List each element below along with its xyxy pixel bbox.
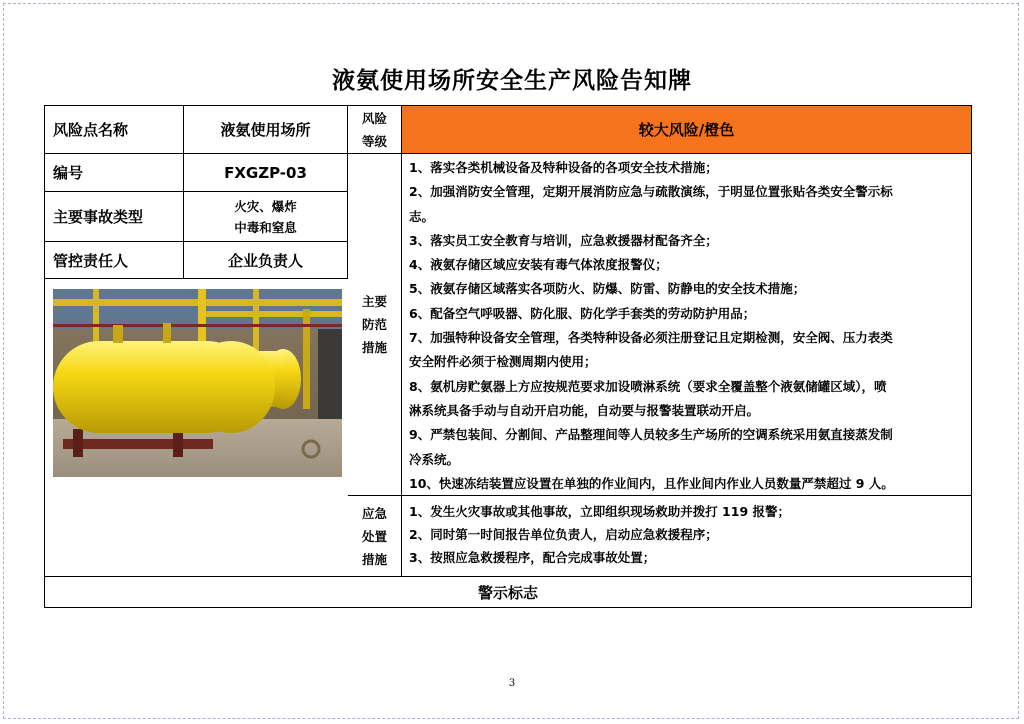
- risk-point-value: 液氨使用场所: [184, 106, 348, 154]
- measure-line: 安全附件必须于检测周期内使用；: [409, 354, 597, 370]
- emergency-measures-label: [348, 496, 402, 576]
- page-number: 3: [508, 678, 516, 689]
- emergency-line: 1、发生火灾事故或其他事故，立即组织现场救助并拨打 119 报警；: [409, 504, 790, 519]
- emergency-label-line: 应急: [361, 505, 387, 521]
- risk-level-label: [348, 106, 402, 154]
- measure-line: 3、落实员工安全教育与培训，应急救援器材配备齐全；: [409, 232, 718, 248]
- risk-point-label: 风险点名称: [45, 106, 184, 154]
- prevention-label-line: 防范: [361, 317, 387, 332]
- measure-line: 8、氨机房贮氨器上方应按规范要求加设喷淋系统（要求全覆盖整个液氨储罐区域），喷: [409, 378, 887, 394]
- manager-value: 企业负责人: [184, 242, 348, 279]
- accident-type-label: 主要事故类型: [45, 192, 184, 242]
- measure-line: 6、配备空气呼吸器、防化服、防化学手套类的劳动防护用品；: [409, 305, 756, 321]
- measure-line: 志。: [409, 208, 435, 224]
- accident-type-line: 中毒和窒息: [234, 219, 297, 235]
- risk-level-value: 较大风险/橙色: [402, 106, 971, 154]
- accident-type-line: 火灾、爆炸: [234, 198, 297, 214]
- risk-level-label-line: 等级: [361, 133, 387, 149]
- prevention-measures-label: [348, 154, 402, 496]
- measure-line: 9、严禁包装间、分割间、产品整理间等人员较多生产场所的空调系统采用氨直接蒸发制: [409, 427, 893, 443]
- page-title: 液氨使用场所安全生产风险告知牌: [332, 68, 692, 94]
- emergency-label-line: 措施: [361, 551, 387, 567]
- measure-line: 2、加强消防安全管理，定期开展消防应急与疏散演练，于明显位置张贴各类安全警示标: [409, 184, 893, 200]
- emergency-label-line: 处置: [361, 528, 387, 544]
- prevention-measures-list: [402, 154, 971, 496]
- prevention-label-line: 措施: [361, 340, 387, 355]
- risk-notice-card: [44, 105, 972, 608]
- manager-label: 管控责任人: [45, 242, 184, 279]
- code-label: 编号: [45, 154, 184, 192]
- emergency-line: 2、同时第一时间报告单位负责人，启动应急救援程序；: [409, 527, 718, 542]
- risk-level-label-line: 风险: [361, 110, 387, 126]
- measure-line: 1、落实各类机械设备及特种设备的各项安全技术措施；: [409, 160, 718, 175]
- measure-line: 淋系统具备手动与自动开启功能，自动要与报警装置联动开启。: [409, 402, 760, 418]
- emergency-line: 3、按照应急救援程序，配合完成事故处置；: [409, 550, 656, 565]
- measure-line: 冷系统。: [409, 451, 460, 467]
- ammonia-tank-photo: [53, 289, 342, 477]
- measure-line: 5、液氨存储区域落实各项防火、防爆、防雷、防静电的安全技术措施；: [409, 281, 806, 297]
- accident-type-value: [184, 192, 348, 242]
- code-value: FXGZP-03: [184, 154, 348, 192]
- measure-line: 7、加强特种设备安全管理，各类特种设备必须注册登记且定期检测，安全阀、压力表类: [409, 330, 893, 346]
- emergency-measures-list: [402, 496, 971, 576]
- measure-line: 10、快速冻结装置应设置在单独的作业间内，且作业间内作业人员数量严禁超过 9 人。: [409, 475, 894, 491]
- warning-sign-label: 警示标志: [45, 576, 971, 607]
- prevention-label-line: 主要: [361, 294, 387, 309]
- measure-line: 4、液氨存储区域应安装有毒气体浓度报警仪；: [409, 257, 668, 273]
